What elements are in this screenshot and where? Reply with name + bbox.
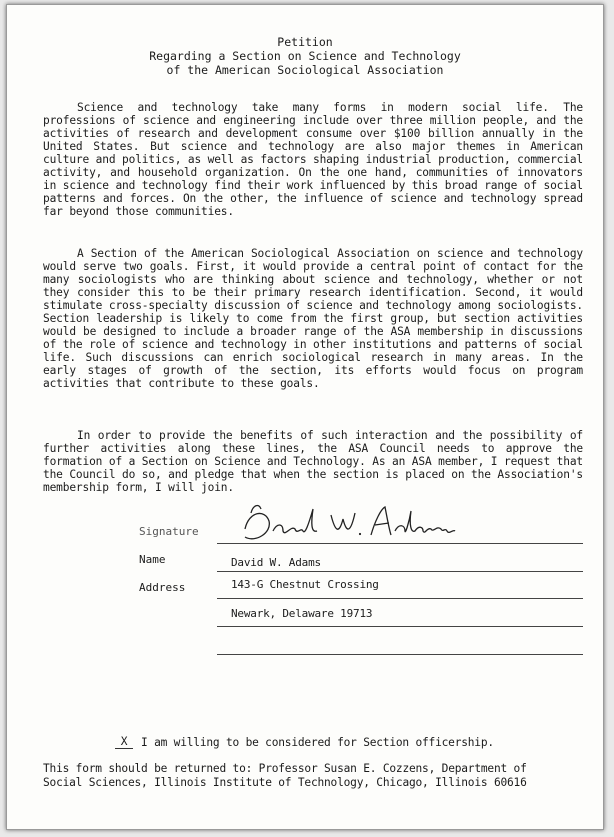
paragraph-3 — [43, 429, 583, 494]
officership-statement: I am willing to be considered for Section officership. — [141, 736, 494, 749]
document-title: Petition — [277, 35, 333, 49]
address-line-1: 143-G Chestnut Crossing — [231, 578, 379, 591]
name-line — [217, 571, 583, 572]
paragraph-2 — [43, 247, 583, 390]
return-instructions-line-1: This form should be returned to: Professor Susan E. Cozzens, Department of — [43, 762, 527, 775]
name-label: Name — [139, 553, 166, 566]
address-line-3-rule — [217, 654, 583, 655]
paragraph-2-text: A Section of the American Sociological Association on science and technology would serve two goals. First, it would provide a central point of contact for the many sociologists who are thinking about science and technology, whether or not they consider this to be their primary research identification. Second, it would stimulate cross-specialty discussion of science and technology among sociologists. Section leadership is likely to come from the first group, but section activities would be designed to include a broader range of the ASA membership in discussions of the role of science and technology in other institutions and patterns of social life. Such discussions can enrich sociological research in many areas. In the early stages of growth of the section, its efforts would focus on program activities that contribute to these goals. — [43, 247, 584, 390]
address-line-2-rule — [217, 626, 583, 627]
document-subtitle: Regarding a Section on Science and Technology — [149, 49, 461, 63]
name-value: David W. Adams — [231, 556, 321, 569]
paragraph-1 — [43, 101, 583, 218]
address-line-1-rule — [217, 598, 583, 599]
signature-label: Signature — [139, 525, 199, 538]
signature-line — [217, 543, 583, 544]
paragraph-3-text: In order to provide the benefits of such interaction and the possibility of further activities along these lines, the ASA Council needs to approve the formation of a Section on Science and Technology. As an ASA member, I request that the Council do so, and pledge that when the section is placed on the Association's membership form, I will join. — [43, 429, 584, 494]
paragraph-1-text: Science and technology take many forms in modern social life. The professions of science and engineering include over three million people, and the activities of research and development consume over $100 billion annually in the United States. But science and technology are also major themes in American culture and politics, as well as factors shaping industrial production, commercial activity, and household organization. On the one hand, communities of innovators in science and technology find their work influenced by this broad range of social patterns and forces. On the other, the influence of science and technology spread far beyond those communities. — [43, 101, 584, 218]
document-subtitle-organization: of the American Sociological Association — [166, 63, 444, 77]
officership-mark: X — [115, 735, 133, 749]
address-line-2: Newark, Delaware 19713 — [231, 607, 373, 620]
signature-graphic — [239, 501, 459, 547]
petition-page — [6, 4, 604, 830]
return-instructions-line-2: Social Sciences, Illinois Institute of Technology, Chicago, Illinois 60616 — [43, 776, 527, 789]
address-label: Address — [139, 581, 186, 594]
